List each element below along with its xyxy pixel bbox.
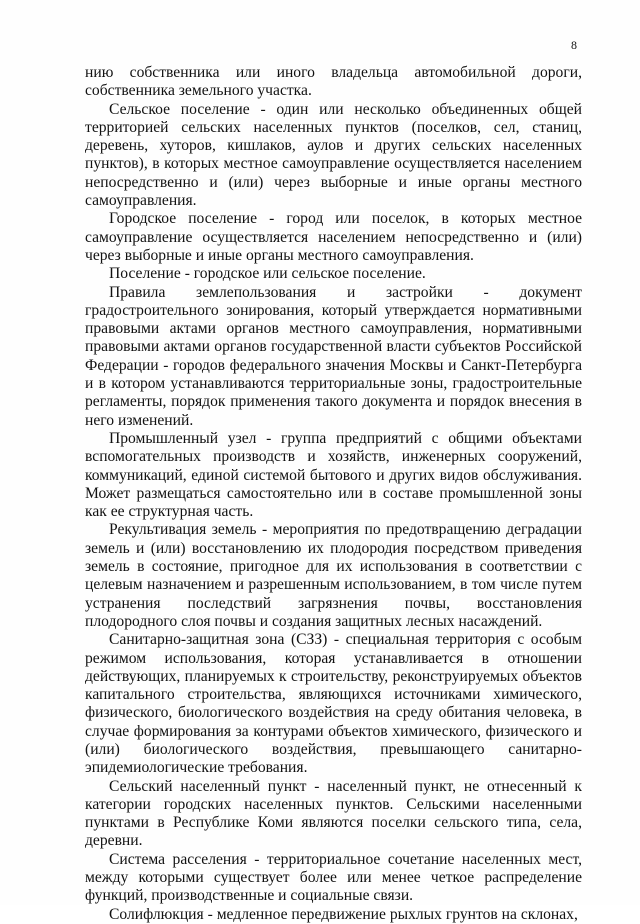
paragraph-industrial-hub: Промышленный узел - группа предприятий с общими объектами вспомогательных производств и хозяйств, инженерных сооружений, коммуникаций, единой системой бытового и других видов обслуживания. Может размещаться самостоятельно или в составе промышленной зоны как ее структурная часть. — [85, 429, 582, 521]
paragraph-solifluction: Солифлюкция - медленное передвижение рыхлых грунтов на склонах, — [109, 905, 578, 923]
body-text — [85, 64, 582, 924]
paragraph-rural-locality: Сельский населенный пункт - населенный пункт, не отнесенный к категории городских населенных пунктов. Сельскими населенными пунктами в Республике Коми являются поселки сельского типа, села, деревни. — [85, 777, 582, 850]
paragraph-rural-settlement: Сельское поселение - один или несколько объединенных общей территорией сельских населенных пунктов (поселков, сел, станиц, деревень, хуторов, кишлаков, аулов и других сельских населенных пунктов), в которых местное самоуправление осуществляется населением непосредственно и (или) через выборные и иные органы местного самоуправления. — [85, 100, 582, 210]
paragraph-land-reclamation: Рекультивация земель - мероприятия по предотвращению деградации земель и (или) восстановлению их плодородия посредством приведения земель в состояние, пригодное для их использования в соответствии с целевым назначением и разрешенным использованием, в том числе путем устранения последствий загрязнения почвы, восстановления плодородного слоя почвы и создания защитных лесных насаждений. — [85, 521, 582, 630]
page-number: 8 — [571, 38, 577, 52]
paragraph-sanitary-zone: Санитарно-защитная зона (СЗЗ) - специальная территория с особым режимом использования, которая устанавливается в отношении действующих, планируемых к строительству, реконструируемых объектов капитального строительства, являющихся источниками химического, физического, биологического воздействия на среду обитания человека, в случае формирования за контурами объектов химического, физического и (или) биологического воздействия, превышающего санитарно-эпидемиологические требования. — [85, 631, 582, 777]
paragraph-settlement-system: Система расселения - территориальное сочетание населенных мест, между которыми существует более или менее четкое распределение функций, производственные и социальные связи. — [85, 850, 582, 905]
paragraph-settlement: Поселение - городское или сельское поселение. — [109, 265, 426, 283]
paragraph-land-use-rules: Правила землепользования и застройки - документ градостроительного зонирования, который утверждается нормативными правовыми актами органов местного самоуправления, нормативными правовыми актами органов государственной власти субъектов Российской Федерации - городов федерального значения Москвы и Санкт-Петербурга и в котором устанавливаются территориальные зоны, градостроительные регламенты, порядок применения такого документа и порядок внесения в него изменений. — [85, 283, 582, 429]
paragraph-urban-settlement: Городское поселение - город или поселок, в которых местное самоуправление осуществляется населением непосредственно и (или) через выборные и иные органы местного самоуправления. — [85, 210, 582, 264]
paragraph-continuation: нию собственника или иного владельца автомобильной дороги, собственника земельного участка. — [85, 64, 582, 100]
